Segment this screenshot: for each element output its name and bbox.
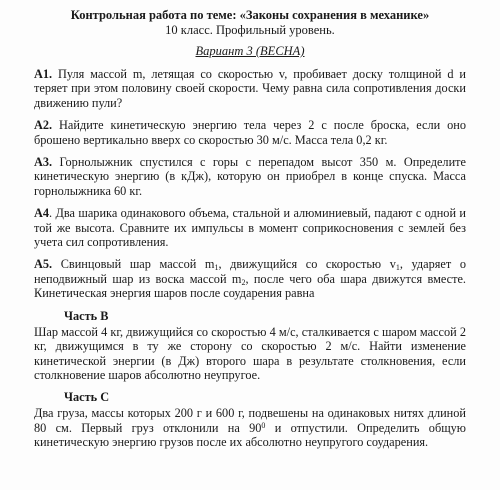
part-b-title: Часть В bbox=[64, 308, 109, 323]
task-text: и отпустили. Определить общую кинетическую энергию грузов после их абсолютно неупругого соударения. bbox=[34, 420, 466, 450]
part-c-task bbox=[34, 406, 466, 449]
task-number: А1. bbox=[34, 67, 53, 81]
task-a3 bbox=[34, 155, 466, 198]
part-c-title: Часть С bbox=[64, 390, 110, 405]
superscript: 0 bbox=[261, 420, 266, 430]
task-text: , ударяет о неподвижный шар из воска массой m bbox=[34, 257, 466, 286]
task-a1 bbox=[34, 67, 466, 110]
variant-label: Вариант 3 (ВЕСНА) bbox=[195, 44, 305, 58]
subscript: 1 bbox=[214, 263, 219, 273]
task-a5 bbox=[34, 257, 466, 300]
task-number: А2. bbox=[34, 118, 53, 133]
task-text: Свинцовый шар массой m bbox=[52, 257, 215, 272]
task-a4 bbox=[34, 206, 466, 249]
subscript: 1 bbox=[395, 263, 400, 273]
page-title: Контрольная работа по теме: «Законы сохранения в механике» bbox=[70, 8, 430, 22]
subscript: 2 bbox=[241, 277, 246, 287]
task-text: Найдите кинетическую энергию тела через 2 с после броска, если оно брошено вертикально вверх со скоростью 30 м/с. Масса тела 0,2 кг. bbox=[34, 118, 466, 147]
task-number: А3. bbox=[34, 155, 53, 170]
page-subtitle: 10 класс. Профильный уровень. bbox=[165, 23, 335, 37]
task-text: , движущийся со скоростью v bbox=[218, 257, 396, 272]
task-text: Два груза, массы которых 200 г и 600 г, подвешены на одинаковых нитях длиной 80 см. Первый груз отклонили на 90 bbox=[34, 406, 466, 435]
task-a2 bbox=[34, 118, 466, 147]
header bbox=[34, 8, 466, 38]
task-text: Пуля массой m, летящая со скоростью v, пробивает доску толщиной d и теряет при этом половину своей скорости. Чему равна сила сопротивления доски движению пули? bbox=[34, 67, 466, 110]
task-text: . Два шарика одинакового объема, стальной и алюминиевый, падают с одной и той же высота. Сравните их импульсы в момент соприкосновения с землей без учета сил сопротивления. bbox=[34, 206, 466, 250]
part-b-task: Шар массой 4 кг, движущийся со скоростью 4 м/с, сталкивается с шаром массой 2 кг, движущимся в ту же сторону со скоростью 2 м/с. Найти изменение кинетической энергии (в Дж) второго шара в результате столкновения, если столкновение шаров абсолютно неупругое. bbox=[34, 324, 466, 382]
task-number: А4 bbox=[34, 206, 50, 221]
task-number: А5. bbox=[34, 257, 53, 272]
task-text: Горнолыжник спустился с горы с перепадом высот 350 м. Определите кинетическую энергию (в кДж), которую он приобрел в конце спуска. Масса горнолыжника 60 кг. bbox=[34, 155, 466, 198]
task-text: , после чего оба шара движутся вместе. Кинетическая энергия шаров после соударения равна bbox=[34, 271, 466, 301]
